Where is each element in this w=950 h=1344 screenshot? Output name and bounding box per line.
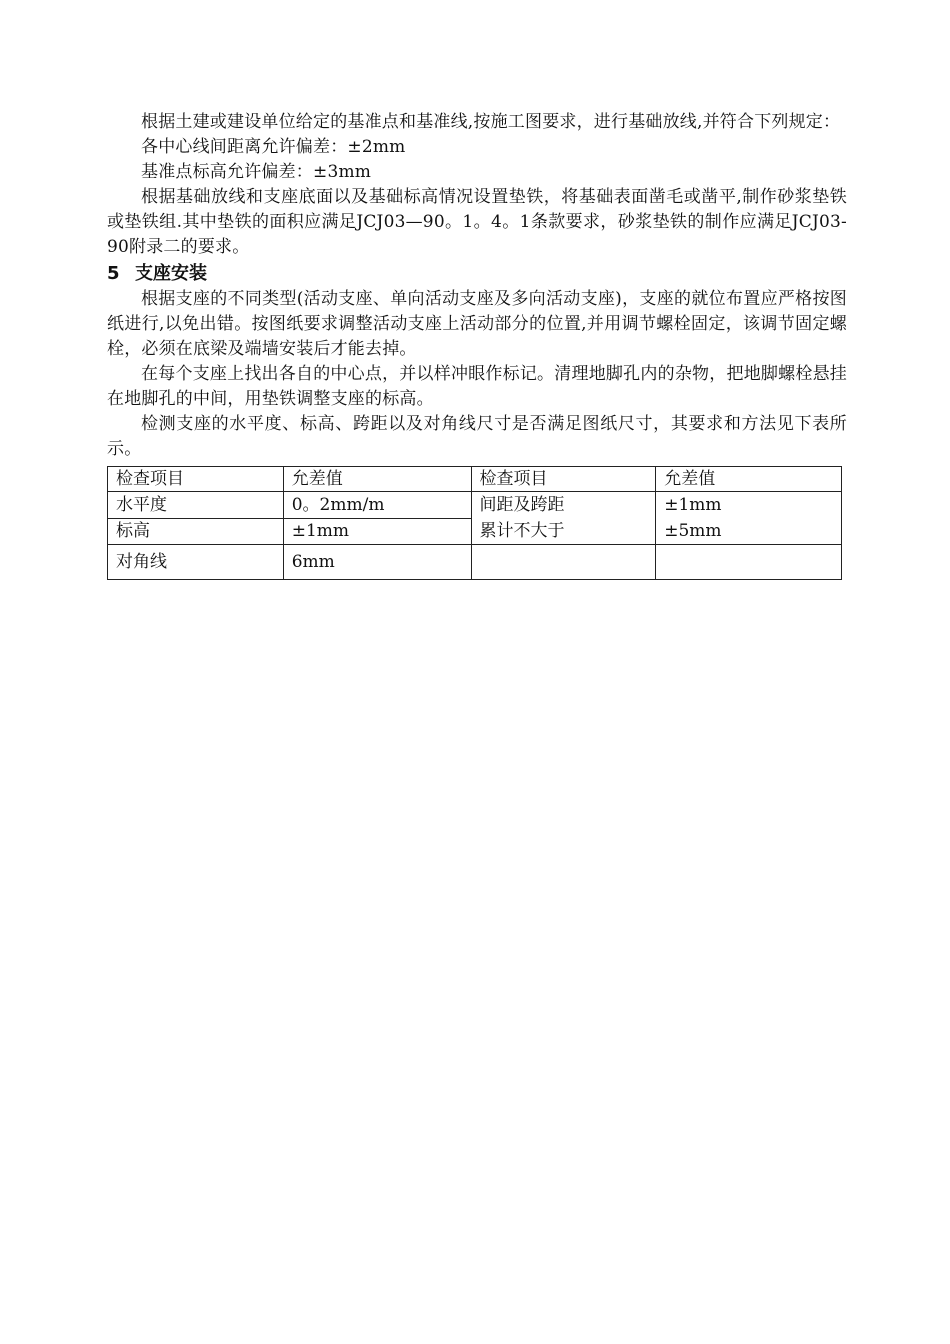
paragraph-center-marking: 在每个支座上找出各自的中心点，并以样冲眼作标记。清理地脚孔内的杂物，把地脚螺栓悬挂在地脚孔的中间，用垫铁调整支座的标高。 <box>107 364 847 409</box>
section-heading <box>107 260 847 287</box>
cell-value-spacing <box>656 492 842 545</box>
cell-item-spacing <box>471 492 656 545</box>
cell-value-diagonal: 6mm <box>283 545 471 580</box>
table-row <box>108 492 842 519</box>
paragraph-baseline-layout: 根据土建或建设单位给定的基准点和基准线,按施工图要求，进行基础放线,并符合下列规定： <box>141 112 841 132</box>
cell-item-elevation: 标高 <box>108 518 284 545</box>
section-title: 支座安装 <box>135 263 207 284</box>
table-header-row <box>108 467 842 492</box>
cell-value-levelness: 0。2mm/m <box>283 492 471 519</box>
header-inspection-item-2: 检查项目 <box>471 467 656 492</box>
header-inspection-item: 检查项目 <box>108 467 284 492</box>
inspection-table <box>107 466 842 580</box>
cell-value-spacing-line2: ±5mm <box>664 521 722 541</box>
cell-empty <box>471 545 656 580</box>
cell-item-diagonal: 对角线 <box>108 545 284 580</box>
header-tolerance-2: 允差值 <box>656 467 842 492</box>
paragraph-support-placement: 根据支座的不同类型(活动支座、单向活动支座及多向活动支座)，支座的就位布置应严格按图纸进行,以免出错。按图纸要求调整活动支座上活动部分的位置,并用调节螺栓固定，该调节固定螺栓，必须在底梁及端墙安装后才能去掉。 <box>107 289 847 359</box>
cell-item-spacing-line1: 间距及跨距 <box>479 495 565 515</box>
cell-item-levelness: 水平度 <box>108 492 284 519</box>
paragraph-elevation-tolerance: 基准点标高允许偏差：±3mm <box>141 162 372 182</box>
cell-item-spacing-line2: 累计不大于 <box>479 521 565 541</box>
paragraph-centerline-tolerance: 各中心线间距离允许偏差：±2mm <box>141 137 406 157</box>
table-row <box>108 545 842 580</box>
paragraph-inspection-intro: 检测支座的水平度、标高、跨距以及对角线尺寸是否满足图纸尺寸，其要求和方法见下表所示。 <box>107 414 847 459</box>
section-number: 5 <box>107 263 120 284</box>
document-page <box>107 110 847 580</box>
paragraph-shim-setup: 根据基础放线和支座底面以及基础标高情况设置垫铁，将基础表面凿毛或凿平,制作砂浆垫铁或垫铁组.其中垫铁的面积应满足JCJ03—90。1。4。1条款要求，砂浆垫铁的制作应满足JCJ03-90附录二的要求。 <box>107 187 847 257</box>
cell-empty <box>656 545 842 580</box>
cell-value-elevation: ±1mm <box>283 518 471 545</box>
cell-value-spacing-line1: ±1mm <box>664 495 722 515</box>
header-tolerance: 允差值 <box>283 467 471 492</box>
